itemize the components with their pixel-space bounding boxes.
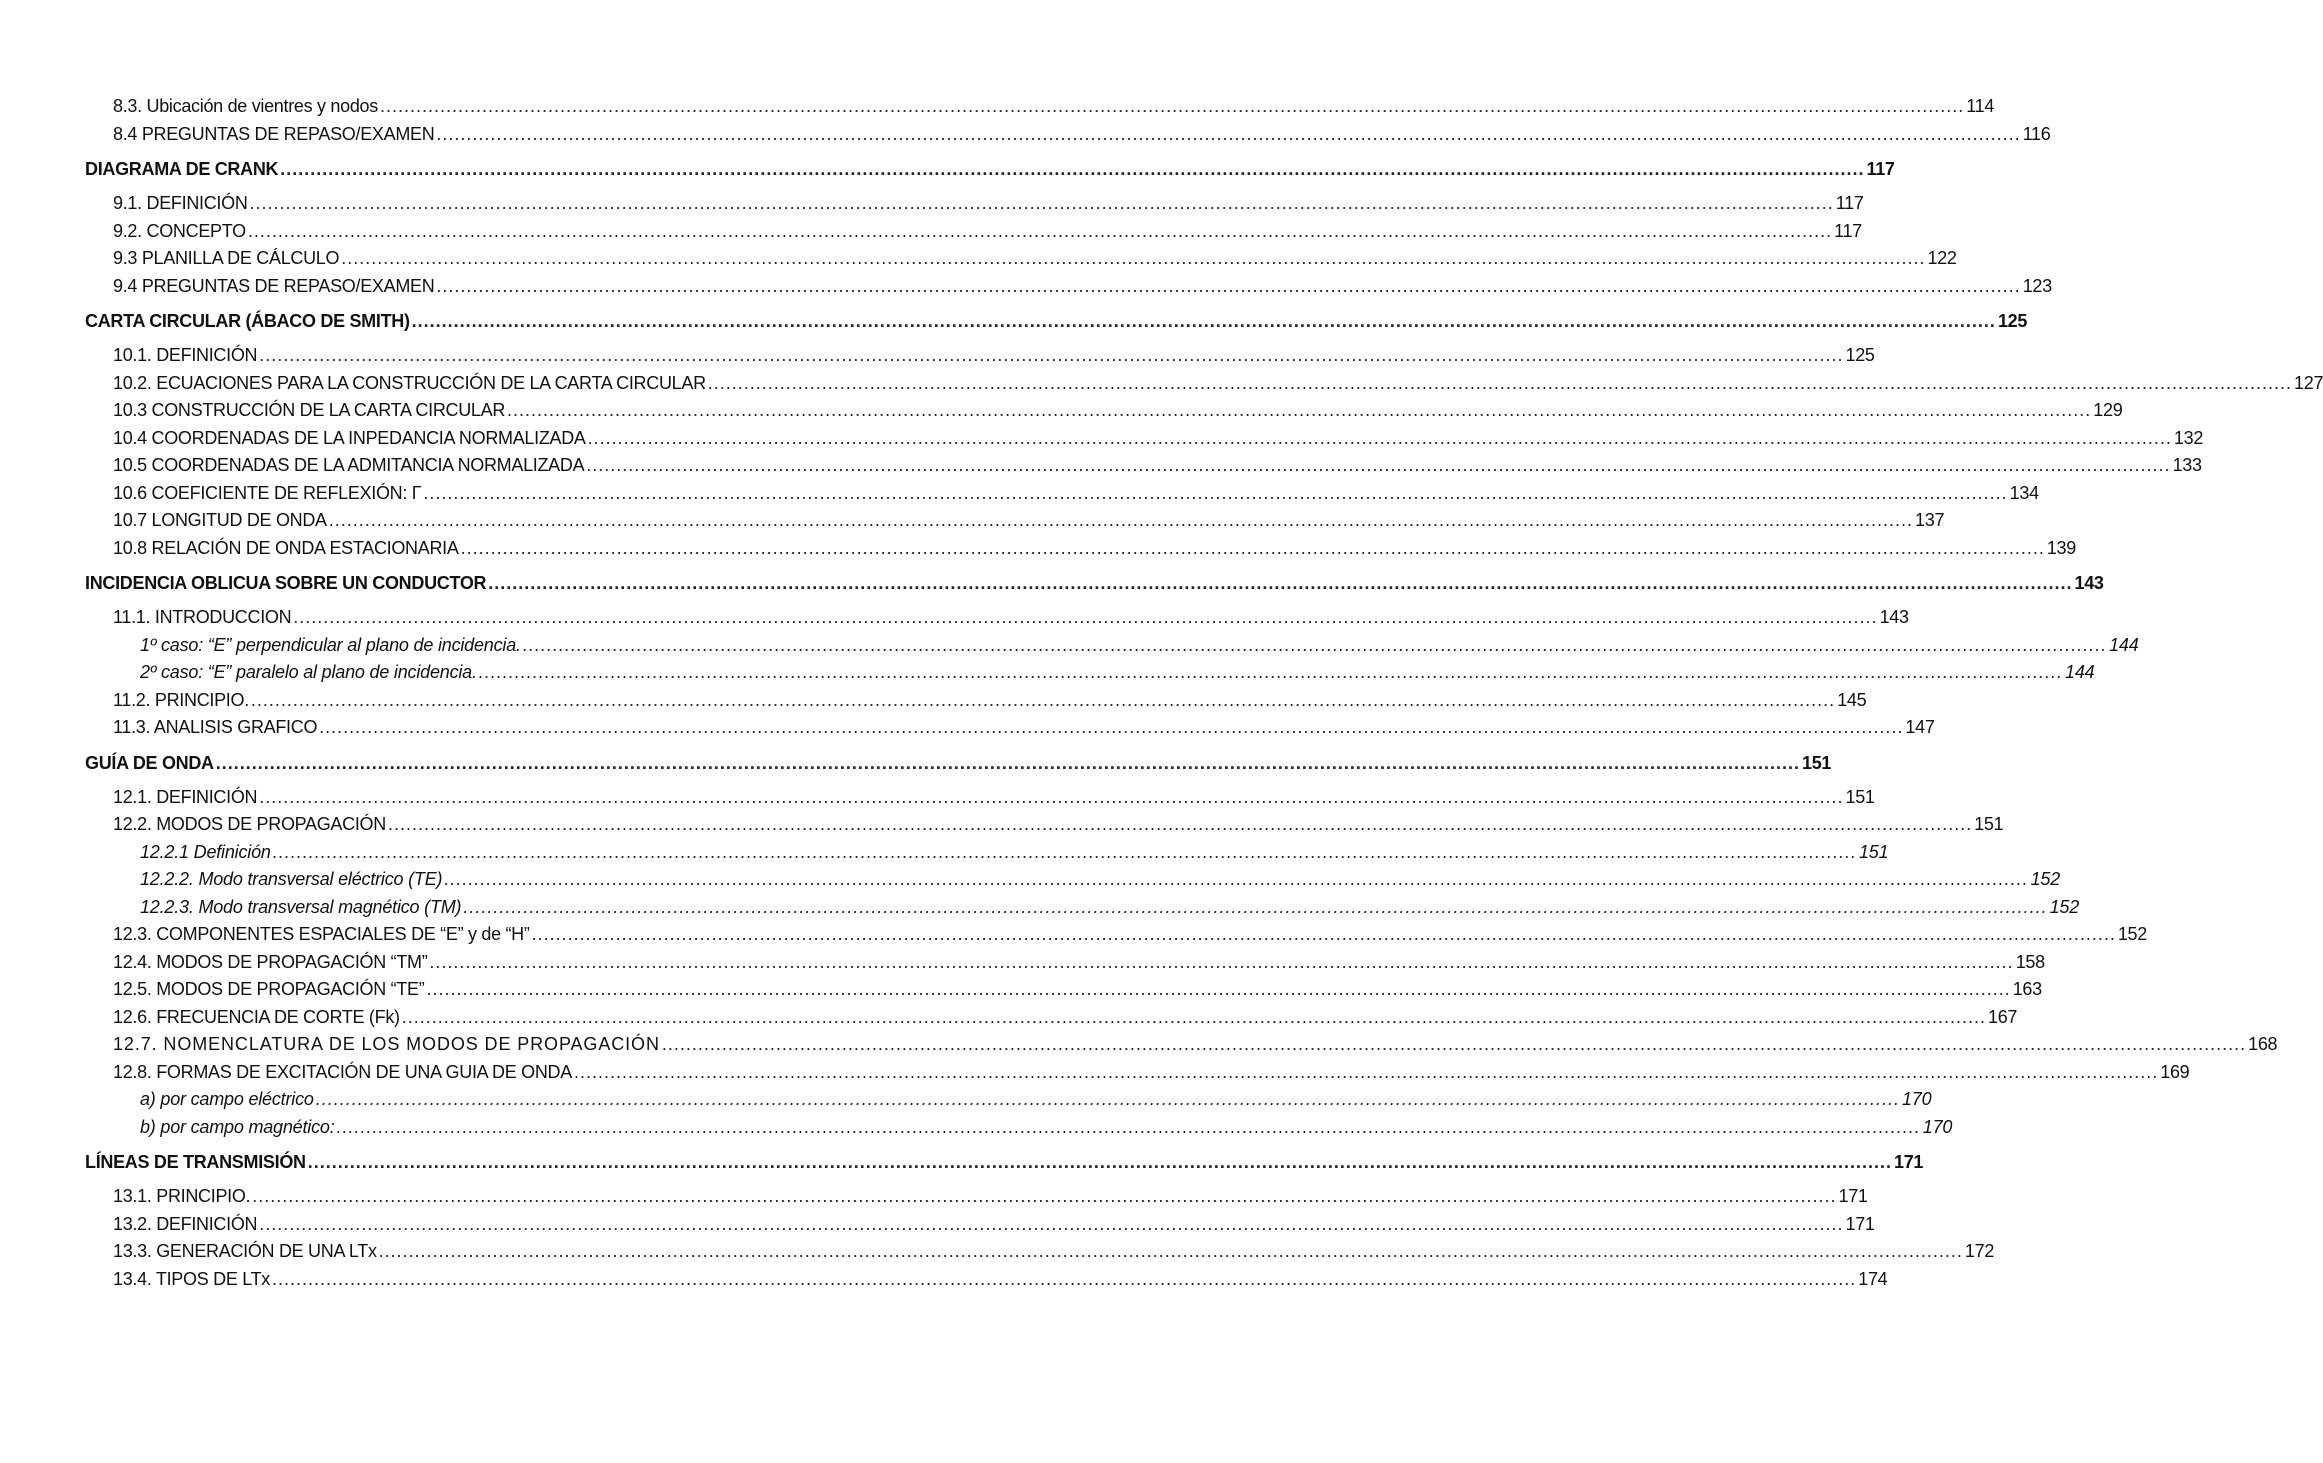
dot-leader (248, 218, 1832, 246)
dot-leader (423, 480, 2007, 508)
page-number: 133 (2172, 455, 2202, 475)
dot-leader (426, 976, 2010, 1004)
dot-leader (252, 1183, 1836, 1211)
entry-title: 12.5. MODOS DE PROPAGACIÓN “TE” (113, 979, 425, 999)
dot-leader (380, 93, 1964, 121)
dot-leader (273, 839, 1857, 867)
dot-leader (429, 949, 2013, 977)
page-number: 144 (2065, 662, 2095, 682)
toc-entry[interactable] (85, 121, 2051, 149)
dot-leader (444, 866, 2028, 894)
dot-leader (532, 921, 2116, 949)
toc-subentry[interactable] (85, 894, 2080, 922)
toc-entry[interactable] (85, 604, 1909, 632)
page-number: 123 (2022, 275, 2052, 296)
page-number: 171 (1845, 1213, 1875, 1234)
entry-title: 12.6. FRECUENCIA DE CORTE (Fk) (113, 1006, 400, 1027)
dot-leader (251, 687, 1835, 715)
toc-chapter[interactable] (85, 748, 1832, 778)
page-number: 116 (2022, 123, 2051, 144)
dot-leader (588, 425, 2172, 453)
entry-title: 8.3. Ubicación de vientres y nodos (113, 96, 378, 116)
dot-leader (507, 397, 2091, 425)
dot-leader (319, 714, 1903, 742)
dot-leader (259, 784, 1843, 812)
toc-chapter[interactable] (85, 306, 2028, 336)
toc-entry[interactable] (85, 687, 1867, 715)
chapter-title: INCIDENCIA OBLICUA SOBRE UN CONDUCTOR (85, 573, 487, 593)
entry-title: 10.5 COORDENADAS DE LA ADMITANCIA NORMALIZADA (113, 455, 585, 475)
entry-title: 8.4 PREGUNTAS DE REPASO/EXAMEN (113, 123, 435, 144)
toc-entry[interactable] (85, 273, 2052, 301)
page-number: 152 (2049, 896, 2080, 917)
entry-title: 13.2. DEFINICIÓN (113, 1213, 258, 1234)
toc-entry[interactable] (85, 1266, 1888, 1294)
dot-leader (479, 659, 2063, 687)
toc-subentry[interactable] (85, 1086, 1932, 1114)
dot-leader (523, 632, 2107, 660)
toc-entry[interactable] (85, 507, 1945, 535)
toc-entry[interactable] (85, 811, 2004, 839)
page-number: 125 (1997, 311, 2028, 331)
page-number: 125 (1845, 345, 1875, 365)
dot-leader (436, 121, 2020, 149)
dot-leader (341, 245, 1925, 273)
dot-leader (379, 1238, 1963, 1266)
entry-title: a) por campo eléctrico (140, 1089, 314, 1109)
page-number: 171 (1893, 1152, 1924, 1172)
page-number: 134 (2009, 482, 2039, 503)
entry-title: 12.7. NOMENCLATURA DE LOS MODOS DE PROPAGACIÓN (113, 1034, 660, 1054)
dot-leader (708, 370, 2292, 398)
entry-title: 11.2. PRINCIPIO. (113, 689, 249, 710)
dot-leader (436, 273, 2020, 301)
table-of-contents (85, 93, 2323, 1293)
dot-leader (402, 1004, 1986, 1032)
dot-leader (280, 154, 1864, 184)
toc-entry[interactable] (85, 1059, 2190, 1087)
chapter-title: CARTA CIRCULAR (ÁBACO DE SMITH) (85, 311, 410, 331)
entry-title: 10.4 COORDENADAS DE LA INPEDANCIA NORMALIZADA (113, 427, 586, 448)
page-number: 147 (1905, 717, 1935, 737)
page-number: 117 (1866, 159, 1895, 179)
page-number: 137 (1915, 510, 1945, 530)
entry-title: 12.2.2. Modo transversal eléctrico (TE) (140, 869, 443, 889)
toc-subentry[interactable] (85, 839, 1889, 867)
dot-leader (216, 748, 1800, 778)
dot-leader (388, 811, 1972, 839)
toc-entry[interactable] (85, 190, 1864, 218)
toc-subentry[interactable] (85, 659, 2095, 687)
page-number: 132 (2173, 427, 2204, 448)
page-number: 171 (1838, 1186, 1868, 1206)
dot-leader (463, 894, 2047, 922)
toc-entry[interactable] (85, 1238, 1995, 1266)
toc-entry[interactable] (85, 370, 2323, 398)
entry-title: 12.8. FORMAS DE EXCITACIÓN DE UNA GUIA DE ONDA (113, 1061, 572, 1082)
toc-entry[interactable] (85, 397, 2123, 425)
toc-chapter[interactable] (85, 1147, 1924, 1177)
page-number: 139 (2046, 537, 2076, 558)
entry-title: 12.2.1 Definición (140, 841, 271, 862)
dot-leader (259, 1211, 1843, 1239)
entry-title: 13.1. PRINCIPIO. (113, 1186, 251, 1206)
toc-entry[interactable] (85, 1004, 2018, 1032)
toc-entry[interactable] (85, 1031, 2278, 1059)
page-number: 170 (1901, 1089, 1932, 1109)
entry-title: 9.2. CONCEPTO (113, 220, 246, 241)
toc-entry[interactable] (85, 921, 2147, 949)
dot-leader (308, 1147, 1892, 1177)
entry-title: 10.2. ECUACIONES PARA LA CONSTRUCCIÓN DE LA CARTA CIRCULAR (113, 372, 706, 393)
toc-entry[interactable] (85, 535, 2076, 563)
chapter-title: LÍNEAS DE TRANSMISIÓN (85, 1152, 306, 1172)
toc-entry[interactable] (85, 342, 1875, 370)
page-number: 151 (1802, 752, 1832, 773)
toc-entry[interactable] (85, 425, 2204, 453)
entry-title: 12.3. COMPONENTES ESPACIALES DE “E” y de “H” (113, 924, 530, 944)
page-number: 172 (1964, 1241, 1995, 1261)
entry-title: 12.2. MODOS DE PROPAGACIÓN (113, 814, 386, 834)
dot-leader (272, 1266, 1856, 1294)
page-number: 117 (1834, 220, 1862, 241)
dot-leader (662, 1031, 2246, 1059)
page-number: 143 (2074, 573, 2104, 593)
page-number: 152 (2117, 924, 2147, 944)
toc-entry[interactable] (85, 1211, 1875, 1239)
page-number: 170 (1922, 1116, 1953, 1137)
page-number: 117 (1835, 193, 1864, 213)
toc-entry[interactable] (85, 480, 2039, 508)
toc-subentry[interactable] (85, 866, 2061, 894)
dot-leader (316, 1086, 1900, 1114)
dot-leader (329, 507, 1913, 535)
page-number: 152 (2030, 869, 2061, 889)
toc-entry[interactable] (85, 452, 2202, 480)
toc-chapter[interactable] (85, 154, 1895, 184)
chapter-title: DIAGRAMA DE CRANK (85, 159, 279, 179)
dot-leader (488, 568, 2072, 598)
page-number: 168 (2248, 1034, 2278, 1054)
dot-leader (412, 306, 1996, 336)
page-number: 158 (2015, 951, 2045, 972)
entry-title: 9.3 PLANILLA DE CÁLCULO (113, 248, 340, 268)
page-number: 151 (1974, 814, 2004, 834)
dot-leader (293, 604, 1877, 632)
dot-leader (461, 535, 2045, 563)
page-number: 114 (1966, 96, 1995, 116)
toc-entry[interactable] (85, 714, 1935, 742)
page-number: 174 (1858, 1268, 1888, 1289)
entry-title: 9.1. DEFINICIÓN (113, 193, 248, 213)
entry-title: 10.1. DEFINICIÓN (113, 345, 258, 365)
page-number: 129 (2093, 400, 2123, 420)
toc-entry[interactable] (85, 218, 1862, 246)
entry-title: 9.4 PREGUNTAS DE REPASO/EXAMEN (113, 275, 435, 296)
page-number: 169 (2160, 1061, 2190, 1082)
toc-entry[interactable] (85, 245, 1957, 273)
entry-title: 10.7 LONGITUD DE ONDA (113, 510, 327, 530)
entry-title: 10.3 CONSTRUCCIÓN DE LA CARTA CIRCULAR (113, 400, 506, 420)
dot-leader (574, 1059, 2158, 1087)
toc-entry[interactable] (85, 949, 2045, 977)
entry-title: 13.4. TIPOS DE LTx (113, 1268, 270, 1289)
toc-entry[interactable] (85, 93, 1995, 121)
toc-subentry[interactable] (85, 1114, 1953, 1142)
chapter-title: GUÍA DE ONDA (85, 752, 214, 773)
page-number: 167 (1987, 1006, 2018, 1027)
page-number: 145 (1837, 689, 1867, 710)
page-number: 144 (2109, 634, 2139, 655)
toc-chapter[interactable] (85, 568, 2104, 598)
dot-leader (250, 190, 1834, 218)
entry-title: 13.3. GENERACIÓN DE UNA LTx (113, 1241, 377, 1261)
page-number: 143 (1879, 607, 1909, 627)
entry-title: 11.3. ANALISIS GRAFICO (113, 717, 318, 737)
page-number: 151 (1858, 841, 1889, 862)
entry-title: 10.8 RELACIÓN DE ONDA ESTACIONARIA (113, 537, 459, 558)
entry-title: b) por campo magnético: (140, 1116, 335, 1137)
toc-entry[interactable] (85, 1183, 1868, 1211)
page-number: 151 (1845, 786, 1875, 807)
entry-title: 2º caso: “E” paralelo al plano de incidencia. (140, 662, 477, 682)
toc-subentry[interactable] (85, 632, 2139, 660)
toc-entry[interactable] (85, 784, 1875, 812)
page-number: 163 (2012, 979, 2042, 999)
page-number: 122 (1927, 248, 1957, 268)
entry-title: 12.1. DEFINICIÓN (113, 786, 258, 807)
toc-entry[interactable] (85, 976, 2042, 1004)
entry-title: 10.6 COEFICIENTE DE REFLEXIÓN: Γ (113, 482, 422, 503)
dot-leader (337, 1114, 1921, 1142)
entry-title: 12.2.3. Modo transversal magnético (TM) (140, 896, 462, 917)
page-number: 127 (2294, 372, 2323, 393)
dot-leader (259, 342, 1843, 370)
entry-title: 11.1. INTRODUCCION (113, 607, 292, 627)
entry-title: 12.4. MODOS DE PROPAGACIÓN “TM” (113, 951, 428, 972)
entry-title: 1º caso: “E” perpendicular al plano de incidencia. (140, 634, 521, 655)
dot-leader (586, 452, 2170, 480)
